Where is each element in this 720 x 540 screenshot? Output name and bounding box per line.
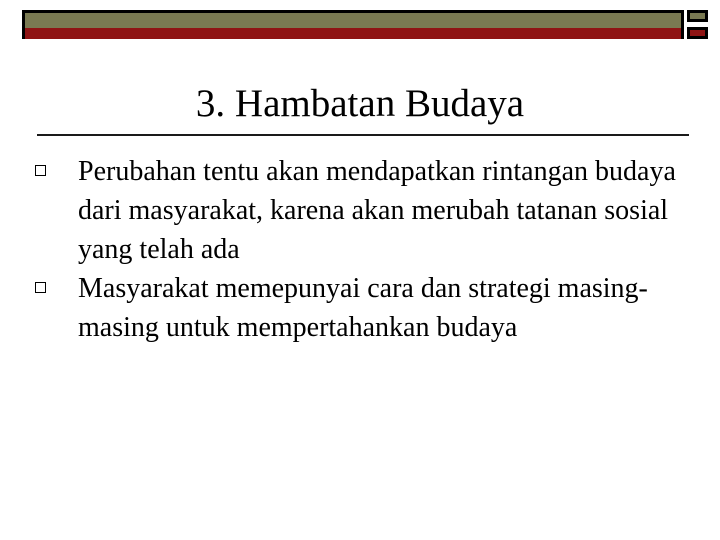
corner-square-red — [687, 27, 708, 39]
hollow-square-icon — [35, 165, 46, 176]
header-red-stripe — [25, 28, 681, 39]
slide-title: 3. Hambatan Budaya — [195, 82, 525, 125]
list-item — [35, 152, 695, 269]
list-item — [35, 269, 695, 347]
bullet-list — [35, 152, 695, 347]
hollow-square-icon — [35, 282, 46, 293]
header-decor-band — [22, 10, 684, 39]
corner-square-olive — [687, 10, 708, 22]
bullet-text: Masyarakat memepunyai cara dan strategi masing-masing untuk mempertahankan budaya — [78, 273, 648, 343]
bullet-text: Perubahan tentu akan mendapatkan rintangan budaya dari masyarakat, karena akan merubah tatanan sosial yang telah ada — [78, 156, 676, 265]
title-underline-rule — [37, 134, 689, 136]
